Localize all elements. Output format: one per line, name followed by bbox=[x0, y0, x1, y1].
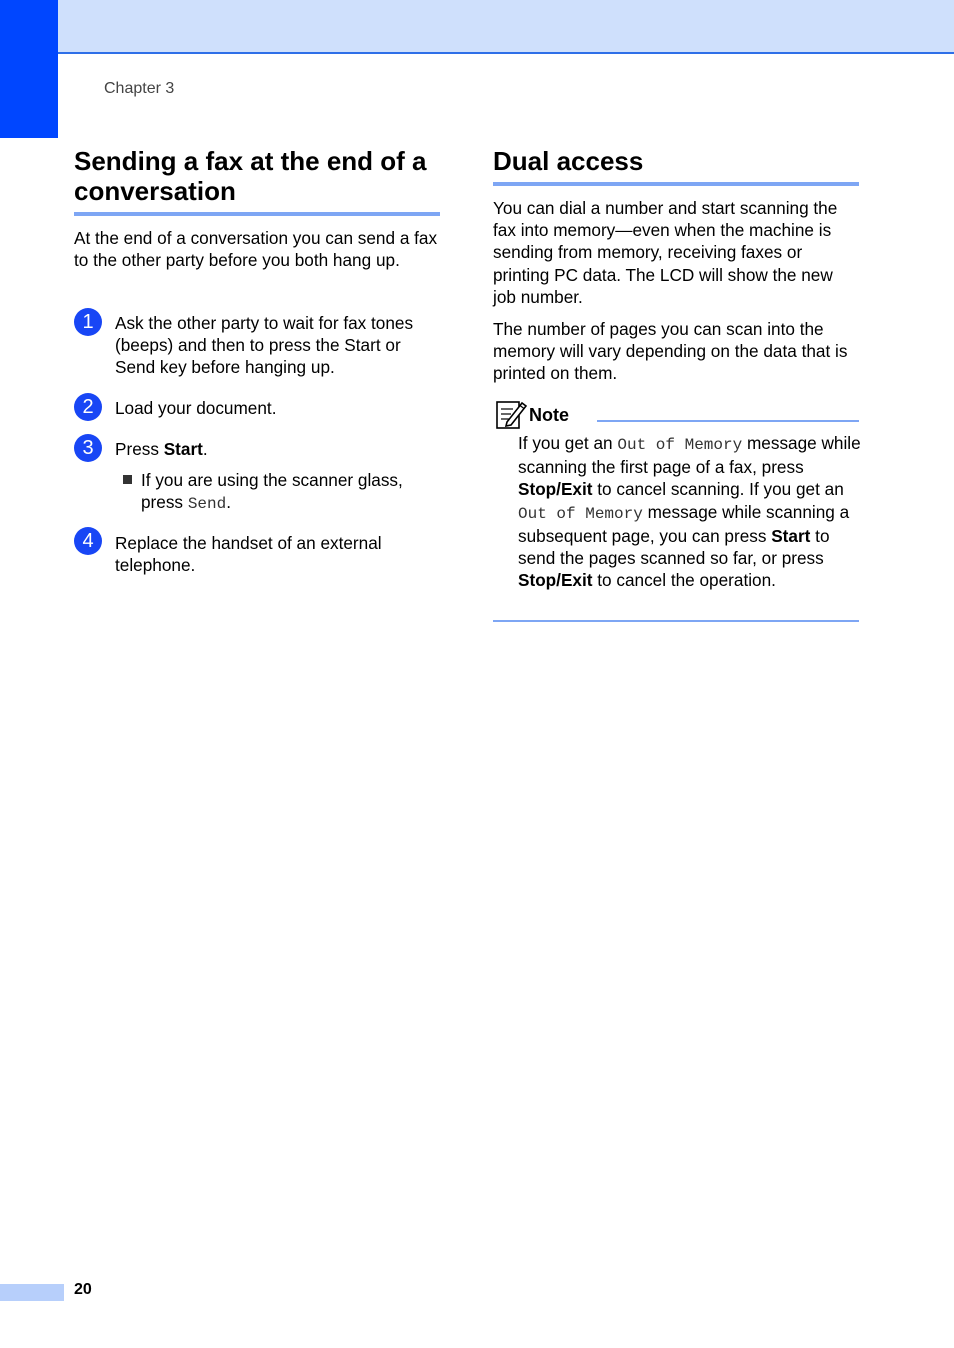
step-number-badge: 2 bbox=[74, 393, 102, 421]
key-stop-exit: Stop/Exit bbox=[518, 570, 593, 591]
lcd-text-out-of-memory: Out of Memory bbox=[617, 436, 743, 454]
step-2-text: Load your document. bbox=[115, 398, 277, 418]
note-title: Note bbox=[529, 405, 569, 425]
note-bottom-rule bbox=[493, 620, 859, 622]
intro-paragraph: At the end of a conversation you can send a fax to the other party before you both hang up. bbox=[74, 228, 438, 271]
key-stop-exit: Stop/Exit bbox=[518, 479, 593, 500]
key-start: Start bbox=[771, 525, 811, 546]
note-header bbox=[493, 396, 859, 432]
step-1-text: Ask the other party to wait for fax tones (beeps) and then to press the Start or Send key before hanging up. bbox=[115, 313, 414, 378]
step-4-text: Replace the handset of an external telephone. bbox=[115, 533, 382, 576]
key-start: Start bbox=[163, 439, 203, 459]
dual-access-paragraph-1: You can dial a number and start scanning the fax into memory—even when the machine is sending from memory, receiving faxes or printing PC data. The LCD will show the new job number. bbox=[493, 198, 838, 307]
lcd-text-out-of-memory: Out of Memory bbox=[518, 504, 643, 523]
note-divider bbox=[597, 420, 859, 422]
section-heading-send-after-conversation: Sending a fax at the end of a conversation bbox=[74, 146, 440, 216]
step-number-badge: 3 bbox=[74, 434, 102, 462]
bullet-square-icon bbox=[123, 475, 132, 484]
lcd-text-send: Send bbox=[187, 495, 227, 514]
dual-access-paragraph-2: The number of pages you can scan into the memory will vary depending on the data that is printed on them. bbox=[493, 319, 848, 384]
section-heading-dual-access: Dual access bbox=[493, 146, 859, 186]
chapter-side-tab bbox=[0, 0, 58, 138]
page-number: 20 bbox=[74, 1281, 92, 1298]
header-band bbox=[58, 0, 954, 54]
note-pencil-icon bbox=[495, 398, 527, 430]
step-3-text: Press Start. bbox=[115, 439, 208, 459]
bullet-text: If you are using the scanner glass, press Send. bbox=[141, 470, 403, 514]
chapter-label: Chapter 3 bbox=[104, 80, 175, 97]
note-body: If you get an Out of Memory message while scanning the first page of a fax, press Stop/Exit to cancel scanning. If you get an Out of Memory message while scanning a subsequent page, you can press Start to send the pages scanned so far, or press Stop/Exit to cancel the operation. bbox=[518, 433, 861, 591]
footer-band bbox=[0, 1284, 64, 1301]
step-number-badge: 4 bbox=[74, 527, 102, 555]
step-number-badge: 1 bbox=[74, 308, 102, 336]
